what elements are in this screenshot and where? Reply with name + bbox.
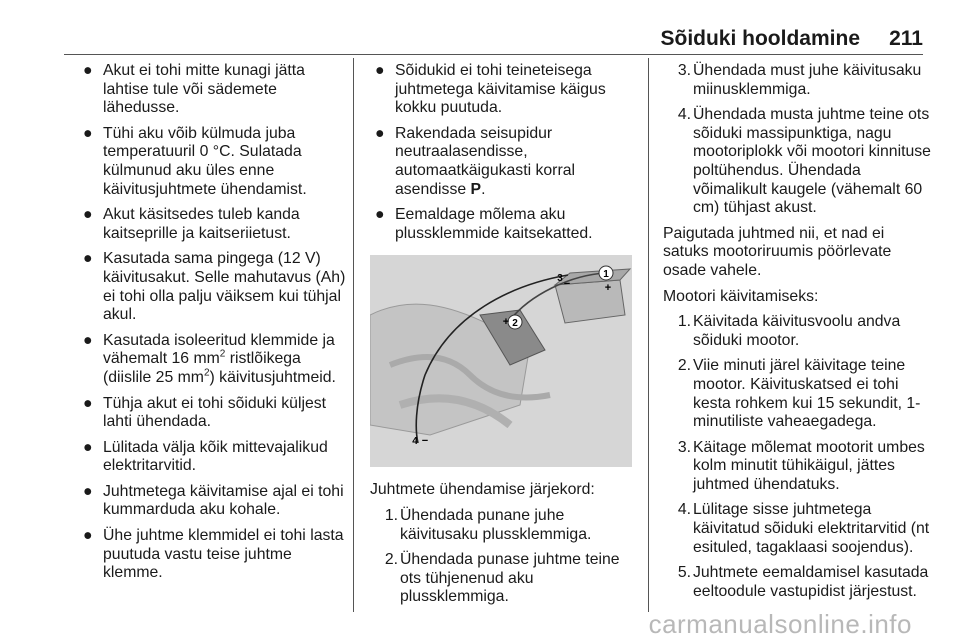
bullet-text: . xyxy=(481,180,486,198)
list-item xyxy=(78,527,348,583)
step-text: Viie minuti järel käivitage teine mootor. Käivituskatsed ei tohi kesta rohkem kui 15 sekundit, 1-minutiliste vaheaegadega. xyxy=(693,357,921,431)
bullet-text: Akut ei tohi mitte kunagi jätta lahtise tule või sädemete lähedusse. xyxy=(103,62,305,117)
connection-steps-continued xyxy=(663,62,933,218)
bullet-icon: ● xyxy=(83,250,93,268)
list-item xyxy=(667,62,933,99)
step-text: Käitage mõlemat mootorit umbes kolm minutit tühikäigul, jättes juhtmed ühendatuks. xyxy=(693,438,925,493)
bullet-icon: ● xyxy=(83,331,93,349)
list-item xyxy=(667,357,933,431)
page-header xyxy=(0,0,960,56)
step-text: Ühendada punase juhtme teine ots tühjenenud aku plussklemmiga. xyxy=(400,551,620,606)
list-item xyxy=(78,125,348,199)
callout-1-label: 1 xyxy=(603,269,609,281)
column-middle xyxy=(370,62,638,614)
step-text: Ühendada musta juhtme teine ots sõiduki massipunktiga, nagu mootoriplokk või mootori kinnituse poltühendus. Ühendada võimalikult kaugele (vähemalt 60 cm) tühjast akust. xyxy=(693,106,931,217)
step-number: 4. xyxy=(677,501,691,519)
list-item xyxy=(78,439,348,476)
bullet-text: ) käivitusjuhtmeid. xyxy=(209,368,336,386)
superscript: 2 xyxy=(219,349,226,361)
list-item xyxy=(78,62,348,118)
minus-terminal-icon: − xyxy=(563,278,571,291)
bullet-text: Lülitada välja kõik mittevajalikud elektritarvitid. xyxy=(103,438,328,475)
step-number: 2. xyxy=(677,357,691,375)
list-item xyxy=(78,206,348,243)
bullet-text: Kasutada isoleeritud klemmide ja vähemalt 16 mm xyxy=(103,331,335,368)
bullet-text: Tühi aku võib külmuda juba temperatuuril 0 °C. Sulatada külmunud aku üles enne käivitusjuhtmete ühendamist. xyxy=(103,124,307,198)
superscript: 2 xyxy=(203,367,210,379)
callout-2-label: 2 xyxy=(512,318,518,330)
paragraph: Paigutada juhtmed nii, et nad ei satuks mootoriruumis pöörlevate osade vahele. xyxy=(663,224,892,279)
bullet-text: Ühe juhtme klemmidel ei tohi lasta puutuda vastu teise juhtme klemme. xyxy=(103,527,344,582)
step-text: Lülitage sisse juhtmetega käivitatud sõiduki elektritarvitid (nt esituled, tagaklaasi soojendus). xyxy=(693,501,930,556)
step-number: 3. xyxy=(677,62,691,79)
paragraph: Mootori käivitamiseks: xyxy=(663,287,819,305)
step-text: Ühendada punane juhe käivitusaku plussklemmiga. xyxy=(400,506,592,543)
step-number: 1. xyxy=(384,506,398,524)
bullet-text: Kasutada sama pingega (12 V) käivitusakut. Selle mahutavus (Ah) ei tohi olla palju väiksem kui tühjal akul. xyxy=(103,250,346,324)
step-number: 4. xyxy=(677,106,691,124)
section-title: Sõiduki hooldamine xyxy=(660,27,860,50)
column-left xyxy=(78,62,348,590)
list-item xyxy=(78,250,348,324)
header-divider xyxy=(64,54,923,55)
bullet-icon: ● xyxy=(83,394,93,412)
step-text: Käivitada käivitusvoolu andva sõiduki mootor. xyxy=(693,313,901,349)
bullet-icon: ● xyxy=(83,62,93,79)
list-item xyxy=(370,206,638,243)
callout-4-label: 4 xyxy=(412,436,418,448)
bullet-icon: ● xyxy=(375,206,385,224)
list-item xyxy=(667,439,933,495)
step-number: 5. xyxy=(677,564,691,582)
bullet-icon: ● xyxy=(375,62,385,79)
bullet-icon: ● xyxy=(375,124,385,142)
plus-terminal-icon: + xyxy=(502,316,510,329)
list-item xyxy=(370,125,638,199)
list-item xyxy=(667,106,933,218)
start-steps xyxy=(663,313,933,601)
step-number: 3. xyxy=(677,438,691,456)
column-divider-1 xyxy=(353,58,354,612)
column-divider-2 xyxy=(648,58,649,612)
connection-steps xyxy=(370,507,638,607)
bullet-icon: ● xyxy=(83,482,93,500)
list-item xyxy=(667,564,933,601)
step-text: Juhtmete eemaldamisel kasutada eeltoodule vastupidist järjestust. xyxy=(693,564,929,600)
list-item xyxy=(78,332,348,388)
bullet-text: Juhtmetega käivitamise ajal ei tohi kummarduda aku kohale. xyxy=(103,482,344,519)
bullet-icon: ● xyxy=(83,438,93,456)
engine-bay-svg xyxy=(370,255,632,467)
watermark: carmanualsonline.info xyxy=(648,609,912,639)
bullet-icon: ● xyxy=(83,206,93,224)
step-text: Ühendada must juhe käivitusaku miinusklemmiga. xyxy=(693,62,922,98)
bullet-text: Sõidukid ei tohi teineteisega juhtmetega käivitamise käigus kokku puutuda. xyxy=(395,62,606,117)
engine-bay-illustration xyxy=(370,255,632,467)
list-item xyxy=(78,483,348,520)
list-item xyxy=(374,507,638,544)
gear-position-label: P xyxy=(470,180,482,198)
bullet-icon: ● xyxy=(83,124,93,142)
minus-terminal-icon: − xyxy=(421,435,429,448)
list-item xyxy=(667,313,933,350)
page-number: 211 xyxy=(889,27,923,50)
list-item xyxy=(370,62,638,118)
bullet-text: Eemaldage mõlema aku plussklemmide kaitsekatted. xyxy=(395,206,593,242)
connection-order-intro: Juhtmete ühendamise järjekord: xyxy=(370,481,595,499)
bullet-text: Tühja akut ei tohi sõiduki küljest lahti ühendada. xyxy=(103,394,327,431)
list-item xyxy=(78,395,348,432)
bullet-text: Akut käsitsedes tuleb kanda kaitseprille ja kaitseriietust. xyxy=(103,206,300,242)
step-number: 1. xyxy=(677,313,691,331)
bullet-text: Rakendada seisupidur neutraalasendisse, automaatkäigukasti korral asendisse xyxy=(395,124,575,198)
list-item xyxy=(374,551,638,607)
list-item xyxy=(667,501,933,557)
bullet-text: ristlõikega (diislile 25 mm xyxy=(103,350,301,386)
column-right xyxy=(663,62,933,608)
callout-3-label: 3 xyxy=(557,273,563,285)
step-number: 2. xyxy=(384,551,398,569)
bullet-icon: ● xyxy=(83,527,93,545)
plus-terminal-icon: + xyxy=(604,282,612,295)
